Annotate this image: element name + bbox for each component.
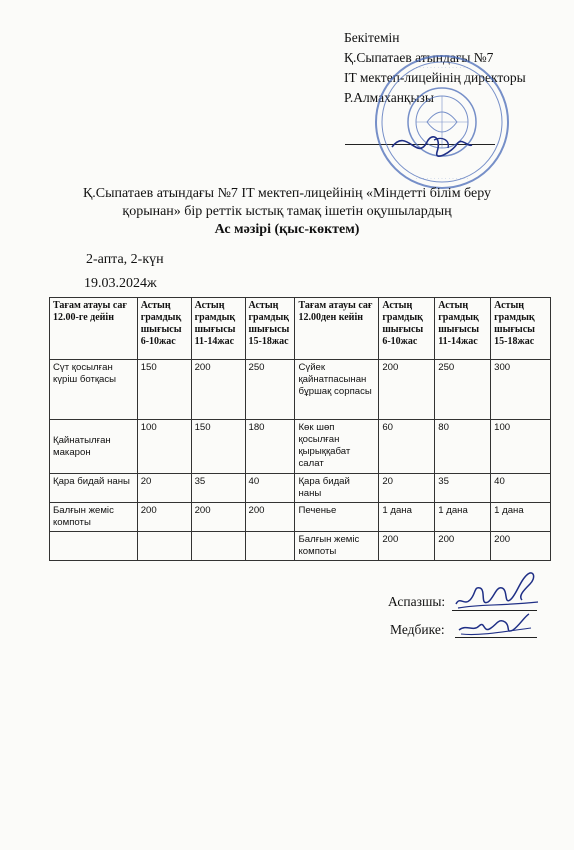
table-cell [137, 532, 191, 561]
table-cell: 20 [137, 474, 191, 503]
table-cell: 60 [379, 420, 435, 474]
approval-line-4: Р.Алмаханқызы [344, 90, 434, 105]
approval-line-2: Қ.Сыпатаев атындағы №7 [344, 50, 494, 65]
cook-label: Аспазшы: [388, 594, 446, 609]
document-title [40, 185, 534, 239]
table-cell: 200 [245, 503, 295, 532]
svg-text:· · · · · · · · · · · · · · ·: · · · · · · · · · · · · · · · [415, 176, 469, 182]
menu-table [49, 297, 551, 561]
title-line-2: қорынан» бір реттік ыстық тамақ ішетін оқушылардың [122, 204, 452, 219]
table-cell: 80 [435, 420, 491, 474]
header-cell: Тағам атауы сағ 12.00-ге дейін [50, 298, 138, 360]
table-cell [191, 532, 245, 561]
table-cell: 20 [379, 474, 435, 503]
table-row [50, 474, 551, 503]
official-stamp [372, 52, 512, 192]
table-cell [50, 532, 138, 561]
table-cell: Сүт қосылған күріш ботқасы [50, 360, 138, 420]
table-cell: 35 [435, 474, 491, 503]
svg-text:· · · · · · · · · · · · · · ·: · · · · · · · · · · · · · · · [415, 65, 469, 71]
table-cell: 200 [435, 532, 491, 561]
table-cell: Қара бидай наны [295, 474, 379, 503]
table-cell: 250 [435, 360, 491, 420]
table-cell [245, 532, 295, 561]
table-cell: Балғын жеміс компоты [50, 503, 138, 532]
table-cell: 35 [191, 474, 245, 503]
table-row [50, 420, 551, 474]
table-cell: Қара бидай наны [50, 474, 138, 503]
table-cell: 1 дана [379, 503, 435, 532]
title-line-1: Қ.Сыпатаев атындағы №7 IT мектеп-лицейінің «Міндетті білім беру [82, 186, 492, 201]
table-cell: 200 [191, 503, 245, 532]
table-cell: 40 [491, 474, 551, 503]
table-cell: Сүйек қайнатпасынан бұршақ сорпасы [295, 360, 379, 420]
approval-line-3: IT мектеп-лицейінің директоры [344, 70, 526, 85]
table-cell: Балғын жеміс компоты [295, 532, 379, 561]
table-cell: Көк шөп қосылған қырыққабат салат [295, 420, 379, 474]
header-cell: Тағам атауы сағ 12.00ден кейін [295, 298, 379, 360]
table-cell: Қайнатылған макарон [50, 420, 138, 474]
table-cell: 1 дана [435, 503, 491, 532]
date: 19.03.2024ж [84, 276, 157, 291]
table-cell: 180 [245, 420, 295, 474]
table-row [50, 503, 551, 532]
table-cell: 200 [191, 360, 245, 420]
table-cell: 200 [379, 532, 435, 561]
approval-line-1: Бекітемін [344, 30, 400, 45]
header-cell: Астың грамдық шығысы 15-18жас [245, 298, 295, 360]
header-cell: Астың грамдық шығысы 15-18жас [491, 298, 551, 360]
table-header-row [50, 298, 551, 360]
week-day: 2-апта, 2-күн [86, 252, 164, 267]
nurse-signature [455, 606, 535, 642]
table-cell: 1 дана [491, 503, 551, 532]
title-line-3: Ас мәзірі (қыс-көктем) [214, 222, 360, 237]
header-cell: Астың грамдық шығысы 11-14жас [191, 298, 245, 360]
table-cell: 150 [191, 420, 245, 474]
table-cell: 100 [491, 420, 551, 474]
table-cell: 300 [491, 360, 551, 420]
table-cell: 150 [137, 360, 191, 420]
nurse-label: Медбике: [390, 622, 445, 637]
table-cell: 40 [245, 474, 295, 503]
header-cell: Астың грамдық шығысы 6-10жас [137, 298, 191, 360]
table-row [50, 360, 551, 420]
table-cell: 200 [379, 360, 435, 420]
header-cell: Астың грамдық шығысы 11-14жас [435, 298, 491, 360]
header-cell: Астың грамдық шығысы 6-10жас [379, 298, 435, 360]
table-cell: Печенье [295, 503, 379, 532]
table-cell: 200 [137, 503, 191, 532]
table-cell: 100 [137, 420, 191, 474]
table-cell: 200 [491, 532, 551, 561]
table-row [50, 532, 551, 561]
table-cell: 250 [245, 360, 295, 420]
